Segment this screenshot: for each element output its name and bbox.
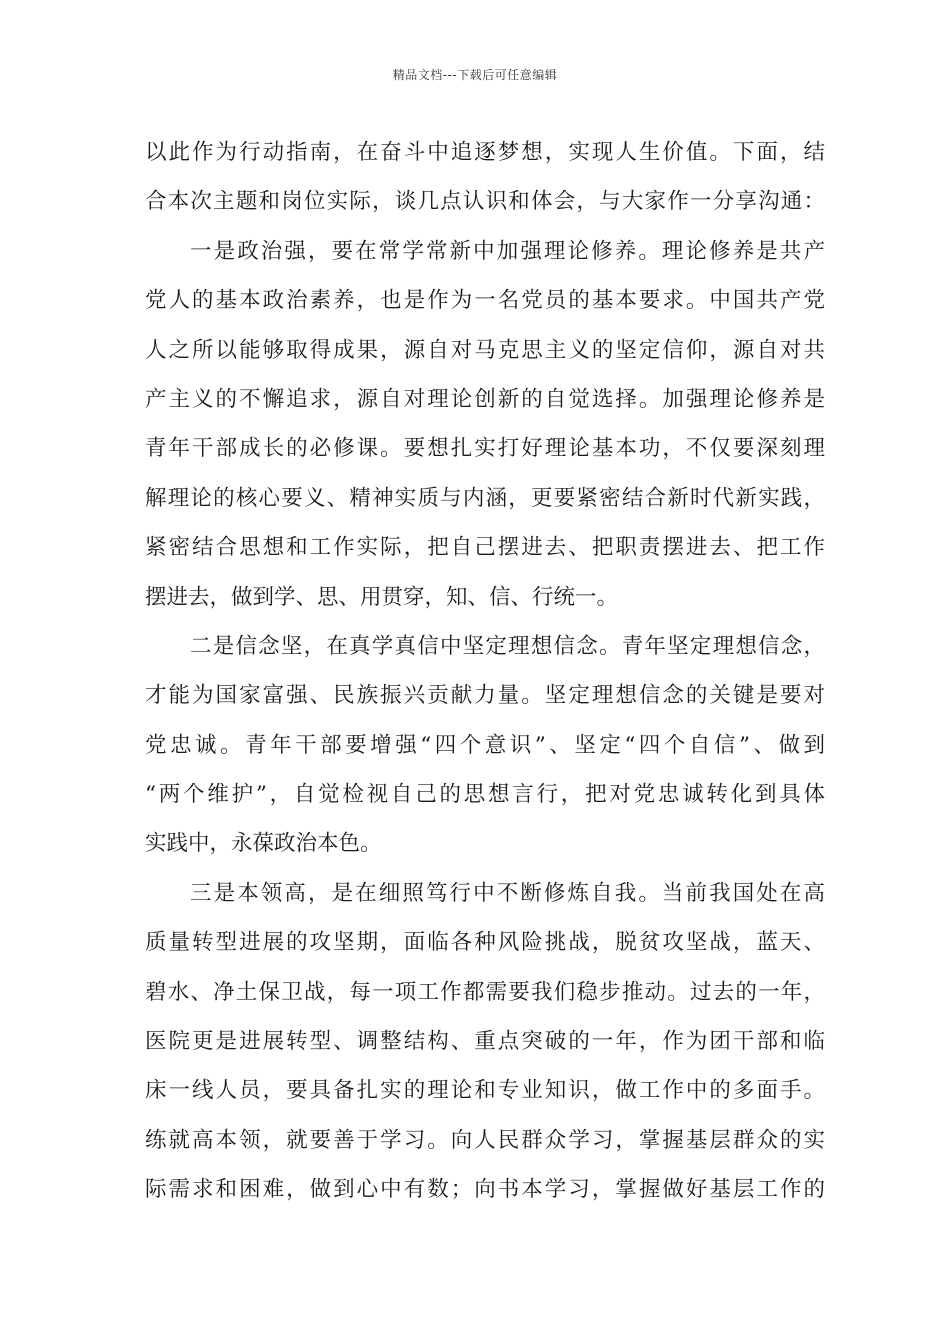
text-line: 人之所以能够取得成果，源自对马克思主义的坚定信仰，源自对共 <box>145 337 825 363</box>
paragraph-start-line: 一是政治强，要在常学常新中加强理论修养。理论修养是共产 <box>190 238 825 264</box>
paragraph-end-line: 实践中，永葆政治本色。 <box>145 831 382 857</box>
text-line: 碧水、净土保卫战，每一项工作都需要我们稳步推动。过去的一年， <box>145 979 825 1005</box>
paragraph-start-line: 二是信念坚，在真学真信中坚定理想信念。青年坚定理想信念， <box>190 633 825 659</box>
text-line: 才能为国家富强、民族振兴贡献力量。坚定理想信念的关键是要对 <box>145 683 825 709</box>
text-line: 以此作为行动指南，在奋斗中追逐梦想，实现人生价值。下面，结 <box>145 140 825 165</box>
text-line: 党忠诚。青年干部要增强“四个意识”、坚定“四个自信”、做到 <box>145 732 825 758</box>
text-line: 解理论的核心要义、精神实质与内涵，更要紧密结合新时代新实践， <box>145 485 825 511</box>
text-line: 医院更是进展转型、调整结构、重点突破的一年，作为团干部和临 <box>145 1029 825 1055</box>
text-line: 产主义的不懈追求，源自对理论创新的自觉选择。加强理论修养是 <box>145 386 825 412</box>
body-text <box>145 128 825 1215</box>
text-line: 质量转型进展的攻坚期，面临各种风险挑战，脱贫攻坚战，蓝天、 <box>145 930 825 956</box>
paragraph-start-line: 三是本领高，是在细照笃行中不断修炼自我。当前我国处在高 <box>190 880 825 906</box>
text-line: 际需求和困难，做到心中有数；向书本学习，掌握做好基层工作的 <box>145 1177 825 1203</box>
text-line: 练就高本领，就要善于学习。向人民群众学习，掌握基层群众的实 <box>145 1127 825 1153</box>
text-line: 青年干部成长的必修课。要想扎实打好理论基本功，不仅要深刻理 <box>145 436 825 462</box>
paragraph-end-line: 摆进去，做到学、思、用贯穿，知、信、行统一。 <box>145 584 619 610</box>
text-line: 合本次主题和岗位实际，谈几点认识和体会，与大家作一分享沟通： <box>145 189 825 215</box>
page-header: 精品文档---下载后可任意编辑 <box>392 68 558 82</box>
text-line: “两个维护”，自觉检视自己的思想言行，把对党忠诚转化到具体 <box>145 782 825 808</box>
text-line: 紧密结合思想和工作实际，把自己摆进去、把职责摆进去、把工作 <box>145 535 825 561</box>
text-line: 党人的基本政治素养，也是作为一名党员的基本要求。中国共产党 <box>145 288 825 314</box>
text-line: 床一线人员，要具备扎实的理论和专业知识，做工作中的多面手。 <box>145 1078 825 1104</box>
